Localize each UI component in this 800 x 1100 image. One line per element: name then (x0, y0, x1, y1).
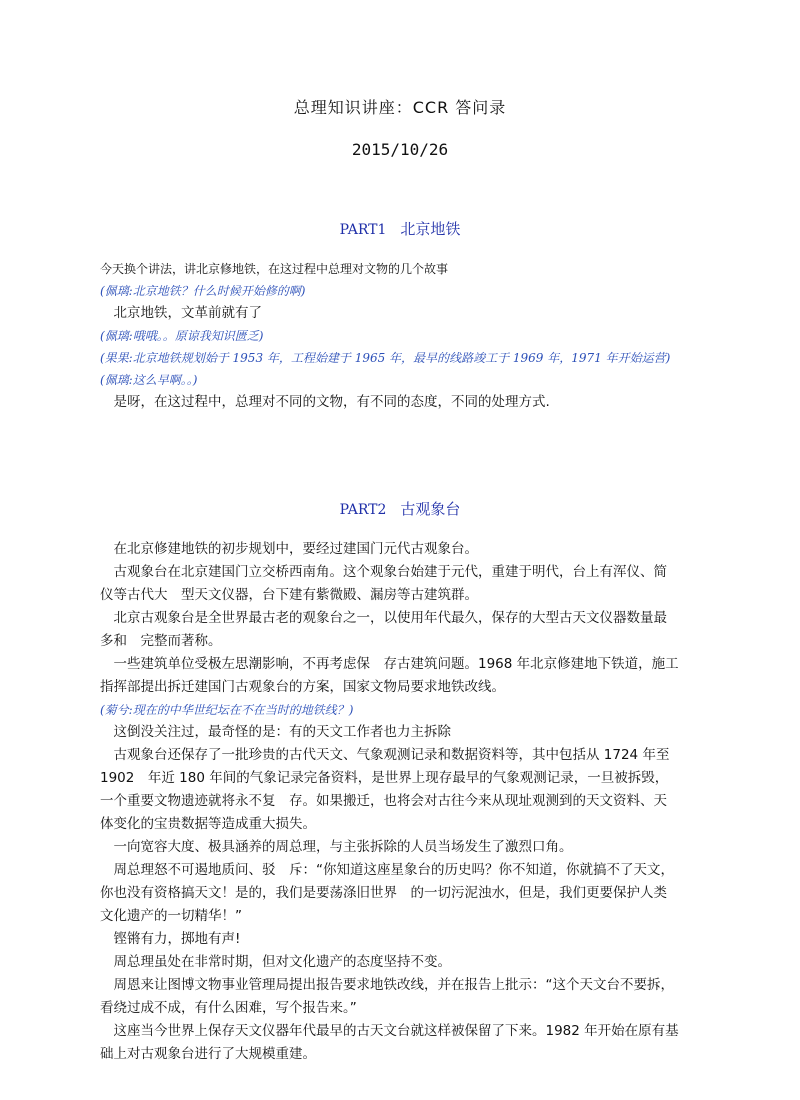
paragraph: 周恩来让图博文物事业管理局提出报告要求地铁改线，并在报告上批示：“这个天文台不要拆，看绕过成不成，有什么困难，写个报告来。” (100, 977, 674, 1016)
comment-note: (佩璃:这么早啊。。) (100, 373, 198, 387)
paragraph: 北京古观象台是全世界最古老的观象台之一，以使用年代最久，保存的大型古天文仪器数量最多和 完整而著称。 (100, 610, 667, 649)
part2-lines (100, 538, 680, 1066)
comment-note: (佩璃:哦哦。。原谅我知识匮乏) (100, 329, 264, 343)
part2-body (100, 538, 680, 1066)
part1-label: PART1 (339, 222, 387, 238)
paragraph: 这倒没关注过，最奇怪的是：有的天文工作者也力主拆除 (113, 724, 451, 740)
document-title: 总理知识讲座：CCR 答问录 (293, 98, 507, 117)
paragraph: 这座当今世界上保存天文仪器年代最早的古天文台就这样被保留了下来。1982 年开始在原有基础上对古观象台进行了大规模重建。 (100, 1023, 679, 1062)
part2-title: 古观象台 (400, 500, 461, 518)
comment-note: (果果:北京地铁规划始于 1953 年，工程始建于 1965 年，最早的线路竣工于 1969 年，1971 年开始运营) (100, 351, 671, 365)
part1-intro: 今天换个讲法，讲北京修地铁，在这过程中总理对文物的几个故事 (100, 262, 449, 276)
paragraph: 在北京修建地铁的初步规划中，要经过建国门元代古观象台。 (113, 541, 478, 557)
part2-heading (0, 498, 800, 519)
paragraph: 周总理怒不可遏地质问、驳 斥：“你知道这座星象台的历史吗？你不知道，你就搞不了天文，你也没有资格搞天文！是的，我们是要荡涤旧世界 的一切污泥浊水，但是，我们更要保护人类文化遗产的一切精华！” (100, 862, 674, 924)
part1-body (100, 258, 680, 414)
part1-heading (0, 218, 800, 239)
paragraph: 古观象台还保存了一批珍贵的古代天文、气象观测记录和数据资料等，其中包括从 1724 年至 1902 年近 180 年间的气象记录完备资料，是世界上现存最早的气象观测记录，一旦被拆毁，一个重要文物遗迹就将永不复 存。如果搬迁，也将会对古往今来从现址观测到的天文资料、天体变化的宝贵数据等造成重大损失。 (100, 747, 670, 832)
document-date: 2015/10/26 (351, 140, 449, 159)
paragraph: 一向宽容大度、极具涵养的周总理，与主张拆除的人员当场发生了激烈口角。 (113, 839, 573, 855)
paragraph: 铿锵有力，掷地有声! (113, 931, 241, 947)
part2-label: PART2 (339, 502, 387, 518)
paragraph: 古观象台在北京建国门立交桥西南角。这个观象台始建于元代，重建于明代，台上有浑仪、简仪等古代大 型天文仪器，台下建有紫微殿、漏房等古建筑群。 (100, 564, 667, 603)
comment-note: (菊兮:现在的中华世纪坛在不在当时的地铁线？) (100, 703, 354, 717)
paragraph: 一些建筑单位受极左思潮影响，不再考虑保 存古建筑问题。1968 年北京修建地下铁道，施工指挥部提出拆迁建国门古观象台的方案，国家文物局要求地铁改线。 (100, 656, 679, 695)
comment-note: (佩璃:北京地铁？什么时候开始修的啊) (100, 284, 306, 298)
paragraph: 是呀，在这过程中，总理对不同的文物，有不同的态度，不同的处理方式. (113, 394, 550, 410)
paragraph: 周总理虽处在非常时期，但对文化遗产的态度坚持不变。 (113, 954, 451, 970)
part1-title: 北京地铁 (400, 220, 461, 238)
part1-lines (100, 280, 680, 414)
paragraph: 北京地铁，文革前就有了 (113, 305, 262, 321)
